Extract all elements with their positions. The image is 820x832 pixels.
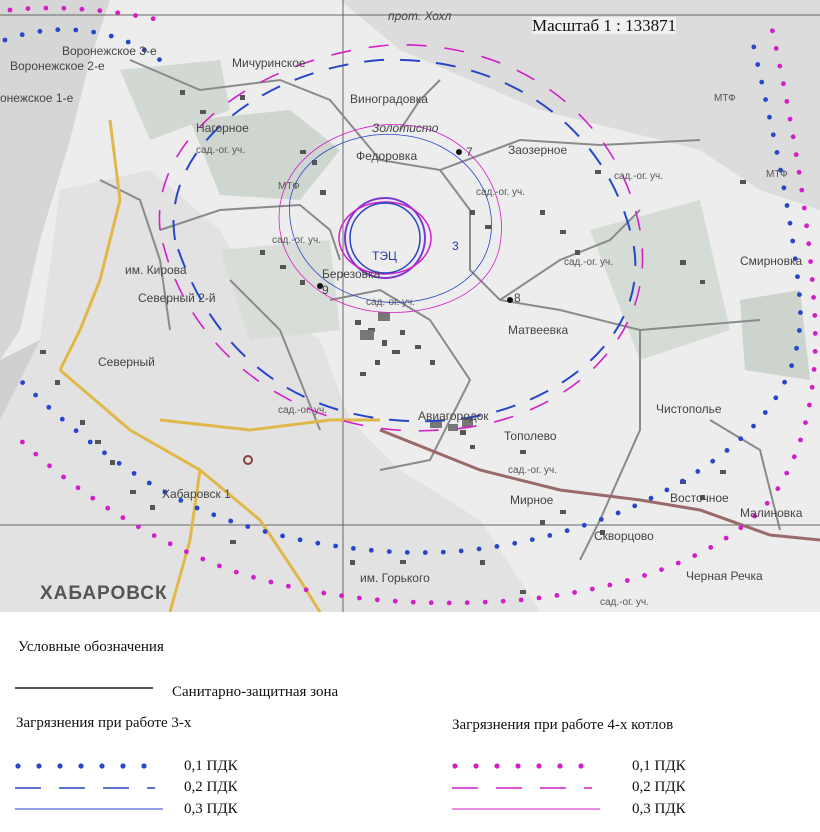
pdk-01-3-dot <box>46 405 51 410</box>
pdk-01-3-dot <box>797 292 802 297</box>
pdk-01-4-dot <box>607 583 612 588</box>
pdk-01-3-dot <box>195 506 200 511</box>
legend-sanitary-zone-label: Санитарно-защитная зона <box>172 684 339 700</box>
pdk-01-4-dot <box>775 486 780 491</box>
pdk-01-3-dot <box>245 524 250 529</box>
pdk-01-3-dot <box>74 428 79 433</box>
pdk-01-4-dot <box>136 524 141 529</box>
pdk-01-3-dot <box>117 461 122 466</box>
pdk-01-4-dot <box>642 573 647 578</box>
map-label: Хабаровск 1 <box>162 487 231 501</box>
map-label: Золотисто <box>372 121 439 135</box>
pdk-01-3-dot <box>132 471 137 476</box>
pdk-01-4-dot <box>80 7 85 12</box>
legend-sample-magenta-solid <box>452 803 602 815</box>
legend-level-03-4: 0,3 ПДК <box>632 801 686 817</box>
pdk-01-4-dot <box>590 587 595 592</box>
pdk-01-3-dot <box>797 328 802 333</box>
pdk-01-3-dot <box>405 550 410 555</box>
pdk-01-3-dot <box>789 363 794 368</box>
pdk-01-4-dot <box>8 8 13 13</box>
pdk-01-3-dot <box>759 80 764 85</box>
pdk-01-3-dot <box>599 517 604 522</box>
pdk-01-4-dot <box>447 601 452 606</box>
map-point-number: 9 <box>322 283 329 297</box>
pdk-01-4-dot <box>808 259 813 264</box>
legend-sample-blue-dots <box>15 760 155 772</box>
map-label: Мичуринское <box>232 56 306 70</box>
city-label: ХАБАРОВСК <box>40 583 168 604</box>
pdk-01-4-dot <box>555 593 560 598</box>
pdk-01-3-dot <box>33 393 38 398</box>
pdk-01-3-dot <box>73 28 78 33</box>
pdk-01-4-dot <box>792 454 797 459</box>
pdk-01-4-dot <box>184 549 189 554</box>
pdk-01-4-dot <box>797 170 802 175</box>
pdk-01-4-dot <box>375 597 380 602</box>
pdk-01-3-dot <box>763 97 768 102</box>
map-label: Виноградовка <box>350 92 428 106</box>
pdk-01-4-dot <box>812 313 817 318</box>
pdk-01-3-dot <box>767 115 772 120</box>
pdk-01-3-dot <box>782 185 787 190</box>
map-label: Нагорное <box>196 121 249 135</box>
pdk-01-4-dot <box>806 241 811 246</box>
pdk-01-3-dot <box>20 32 25 37</box>
map-label: Березовка <box>322 267 381 281</box>
map-label: МТФ <box>714 93 736 104</box>
map-label: сад.-ог. уч. <box>366 297 416 308</box>
pdk-01-4-dot <box>304 587 309 592</box>
pdk-01-4-dot <box>151 16 156 21</box>
map-label: онежское 1-е <box>0 91 74 105</box>
pdk-01-3-dot <box>751 424 756 429</box>
map-label: Матвеевка <box>508 323 569 337</box>
pdk-01-4-dot <box>26 6 31 11</box>
pdk-01-3-dot <box>738 436 743 441</box>
pdk-01-3-dot <box>785 203 790 208</box>
pdk-01-4-dot <box>807 403 812 408</box>
pdk-01-3-dot <box>773 395 778 400</box>
legend-sample-blue-dashed <box>15 782 155 794</box>
map-scale-label: Масштаб 1 : 133871 <box>532 16 677 35</box>
pdk-01-4-dot <box>286 584 291 589</box>
pdk-01-3-dot <box>616 511 621 516</box>
pdk-01-3-dot <box>333 544 338 549</box>
pdk-01-4-dot <box>813 331 818 336</box>
pdk-01-4-dot <box>784 99 789 104</box>
pdk-01-3-dot <box>147 481 152 486</box>
map-label: Смирновка <box>740 254 803 268</box>
pdk-01-3-dot <box>477 547 482 552</box>
map-label: Федоровка <box>356 149 418 163</box>
map-label: ТЭЦ <box>372 249 397 263</box>
pdk-01-3-dot <box>725 448 730 453</box>
pdk-01-3-dot <box>263 529 268 534</box>
pdk-01-3-dot <box>794 346 799 351</box>
pdk-01-4-dot <box>121 515 126 520</box>
map-label: Авиагородок <box>418 409 489 423</box>
pdk-01-4-dot <box>692 553 697 558</box>
pdk-01-4-dot <box>791 134 796 139</box>
map-point-number: 8 <box>514 291 521 305</box>
legend-title: Условные обозначения <box>18 639 164 655</box>
pdk-01-3-dot <box>582 523 587 528</box>
pdk-01-3-dot <box>788 221 793 226</box>
map-label: Чистополье <box>656 402 722 416</box>
pdk-01-4-dot <box>393 599 398 604</box>
pdk-01-4-dot <box>321 591 326 596</box>
legend-group-4-title: Загрязнения при работе 4-х котлов <box>452 717 674 733</box>
pdk-01-3-dot <box>710 459 715 464</box>
pdk-01-3-dot <box>459 549 464 554</box>
pdk-01-3-dot <box>665 488 670 493</box>
map-label: им. Кирова <box>125 263 187 277</box>
pdk-01-3-dot <box>547 533 552 538</box>
pdk-01-3-dot <box>369 548 374 553</box>
pdk-01-3-dot <box>751 45 756 50</box>
pdk-01-4-dot <box>519 598 524 603</box>
pdk-01-3-dot <box>755 62 760 67</box>
pdk-01-4-dot <box>33 452 38 457</box>
legend-level-01-4: 0,1 ПДК <box>632 758 686 774</box>
map-label: Воронежское 3-е <box>62 44 157 58</box>
pdk-01-3-dot <box>441 550 446 555</box>
pdk-01-3-dot <box>102 450 107 455</box>
map-label: Восточное <box>670 491 729 505</box>
map-label: прот. Хохл <box>388 9 452 23</box>
pdk-01-4-dot <box>115 10 120 15</box>
pdk-01-3-dot <box>680 479 685 484</box>
pdk-01-4-dot <box>47 463 52 468</box>
pdk-01-4-dot <box>429 600 434 605</box>
pdk-01-4-dot <box>813 349 818 354</box>
pdk-01-4-dot <box>105 506 110 511</box>
pdk-01-3-dot <box>423 550 428 555</box>
pdk-01-3-dot <box>763 410 768 415</box>
pdk-01-3-dot <box>351 546 356 551</box>
map-label: сад.-ог. уч. <box>564 257 614 268</box>
pdk-01-4-dot <box>798 438 803 443</box>
pdk-01-3-dot <box>211 512 216 517</box>
pdk-01-3-dot <box>795 274 800 279</box>
pdk-01-3-dot <box>280 534 285 539</box>
map-label: Мирное <box>510 493 554 507</box>
pdk-01-3-dot <box>91 30 96 35</box>
legend-sample-magenta-dashed <box>452 782 592 794</box>
pdk-01-3-dot <box>55 27 60 32</box>
pdk-01-4-dot <box>20 440 25 445</box>
pdk-01-3-dot <box>157 57 162 62</box>
pdk-01-3-dot <box>298 537 303 542</box>
pdk-01-3-dot <box>782 380 787 385</box>
pdk-01-4-dot <box>799 188 804 193</box>
pdk-01-3-dot <box>649 496 654 501</box>
pdk-01-3-dot <box>315 541 320 546</box>
map-label: Черная Речка <box>686 569 763 583</box>
pdk-01-4-dot <box>708 545 713 550</box>
pdk-01-3-dot <box>512 541 517 546</box>
map-label: сад.-ог. уч. <box>476 187 526 198</box>
pdk-01-4-dot <box>357 596 362 601</box>
pdk-01-3-dot <box>775 150 780 155</box>
map-label: сад.-ог. уч. <box>508 465 558 476</box>
pdk-01-3-dot <box>387 549 392 554</box>
map-label: сад.-ог. уч. <box>196 145 246 156</box>
pdk-01-4-dot <box>537 596 542 601</box>
map-label: сад.-ог. уч. <box>272 235 322 246</box>
pdk-01-3-dot <box>88 440 93 445</box>
pdk-01-4-dot <box>572 590 577 595</box>
pdk-01-4-dot <box>803 420 808 425</box>
legend-level-01: 0,1 ПДК <box>184 758 238 774</box>
pdk-01-4-dot <box>465 600 470 605</box>
pdk-01-4-dot <box>777 64 782 69</box>
legend-level-03: 0,3 ПДК <box>184 801 238 817</box>
map-label: сад.-ог. уч. <box>278 405 328 416</box>
map-label: МТФ <box>278 181 300 192</box>
pdk-01-4-dot <box>810 385 815 390</box>
pdk-01-4-dot <box>676 561 681 566</box>
pdk-01-3-dot <box>790 239 795 244</box>
pdk-01-3-dot <box>20 380 25 385</box>
pdk-01-4-dot <box>200 557 205 562</box>
legend-level-02: 0,2 ПДК <box>184 779 238 795</box>
pdk-01-4-dot <box>61 475 66 480</box>
map-label: Скворцово <box>594 529 654 543</box>
pdk-01-4-dot <box>811 295 816 300</box>
pdk-01-4-dot <box>770 28 775 33</box>
pdk-01-3-dot <box>60 417 65 422</box>
map-label: сад.-ог. уч. <box>600 597 650 608</box>
pdk-01-4-dot <box>234 570 239 575</box>
pdk-01-3-dot <box>109 34 114 39</box>
pdk-01-4-dot <box>168 541 173 546</box>
pdk-01-4-dot <box>411 600 416 605</box>
pdk-01-3-dot <box>530 537 535 542</box>
map-label: Тополево <box>504 429 557 443</box>
legend-sample-blue-solid <box>15 803 165 815</box>
pdk-01-4-dot <box>152 533 157 538</box>
pdk-01-3-dot <box>771 132 776 137</box>
legend-sample-magenta-dots <box>452 760 592 772</box>
pdk-01-4-dot <box>251 575 256 580</box>
pdk-01-3-dot <box>632 504 637 509</box>
pdk-01-3-dot <box>38 29 43 34</box>
pdk-01-4-dot <box>625 578 630 583</box>
pdk-01-3-dot <box>228 519 233 524</box>
map-point-number: 7 <box>466 145 473 159</box>
pdk-01-4-dot <box>774 46 779 51</box>
pdk-01-4-dot <box>810 277 815 282</box>
pdk-01-4-dot <box>76 485 81 490</box>
legend-level-02-4: 0,2 ПДК <box>632 779 686 795</box>
map-label: сад.-ог. уч. <box>614 171 664 182</box>
map-label: им. Горького <box>360 571 430 585</box>
pdk-01-4-dot <box>794 152 799 157</box>
pdk-01-4-dot <box>501 599 506 604</box>
legend-group-3-title: Загрязнения при работе 3-х <box>16 715 192 731</box>
map-label: Северный <box>98 355 155 369</box>
pdk-01-3-dot <box>565 528 570 533</box>
pdk-01-4-dot <box>339 593 344 598</box>
pdk-01-4-dot <box>269 580 274 585</box>
pdk-01-4-dot <box>483 600 488 605</box>
map-label: Заозерное <box>508 143 568 157</box>
map-label: Воронежское 2-е <box>10 59 105 73</box>
pdk-01-4-dot <box>724 536 729 541</box>
pdk-01-4-dot <box>812 367 817 372</box>
map-label: Малиновка <box>740 506 803 520</box>
pdk-01-4-dot <box>804 223 809 228</box>
pdk-01-4-dot <box>781 81 786 86</box>
pdk-01-4-dot <box>97 8 102 13</box>
pdk-01-4-dot <box>802 206 807 211</box>
map-label: Северный 2-й <box>138 291 216 305</box>
pdk-01-4-dot <box>90 496 95 501</box>
pdk-01-3-dot <box>3 38 8 43</box>
pdk-01-4-dot <box>659 567 664 572</box>
pdk-01-4-dot <box>62 6 67 11</box>
pdk-01-3-dot <box>495 544 500 549</box>
pdk-01-4-dot <box>765 501 770 506</box>
pdk-01-4-dot <box>788 117 793 122</box>
pdk-01-3-dot <box>695 469 700 474</box>
map-label: МТФ <box>766 169 788 180</box>
pdk-01-4-dot <box>133 13 138 18</box>
legend-sample-sanitary-zone <box>15 682 155 694</box>
map-point-number: 3 <box>452 239 459 253</box>
pdk-01-3-dot <box>798 310 803 315</box>
pdk-01-4-dot <box>784 471 789 476</box>
pdk-01-4-dot <box>44 6 49 11</box>
pdk-01-4-dot <box>738 525 743 530</box>
pdk-01-4-dot <box>217 564 222 569</box>
